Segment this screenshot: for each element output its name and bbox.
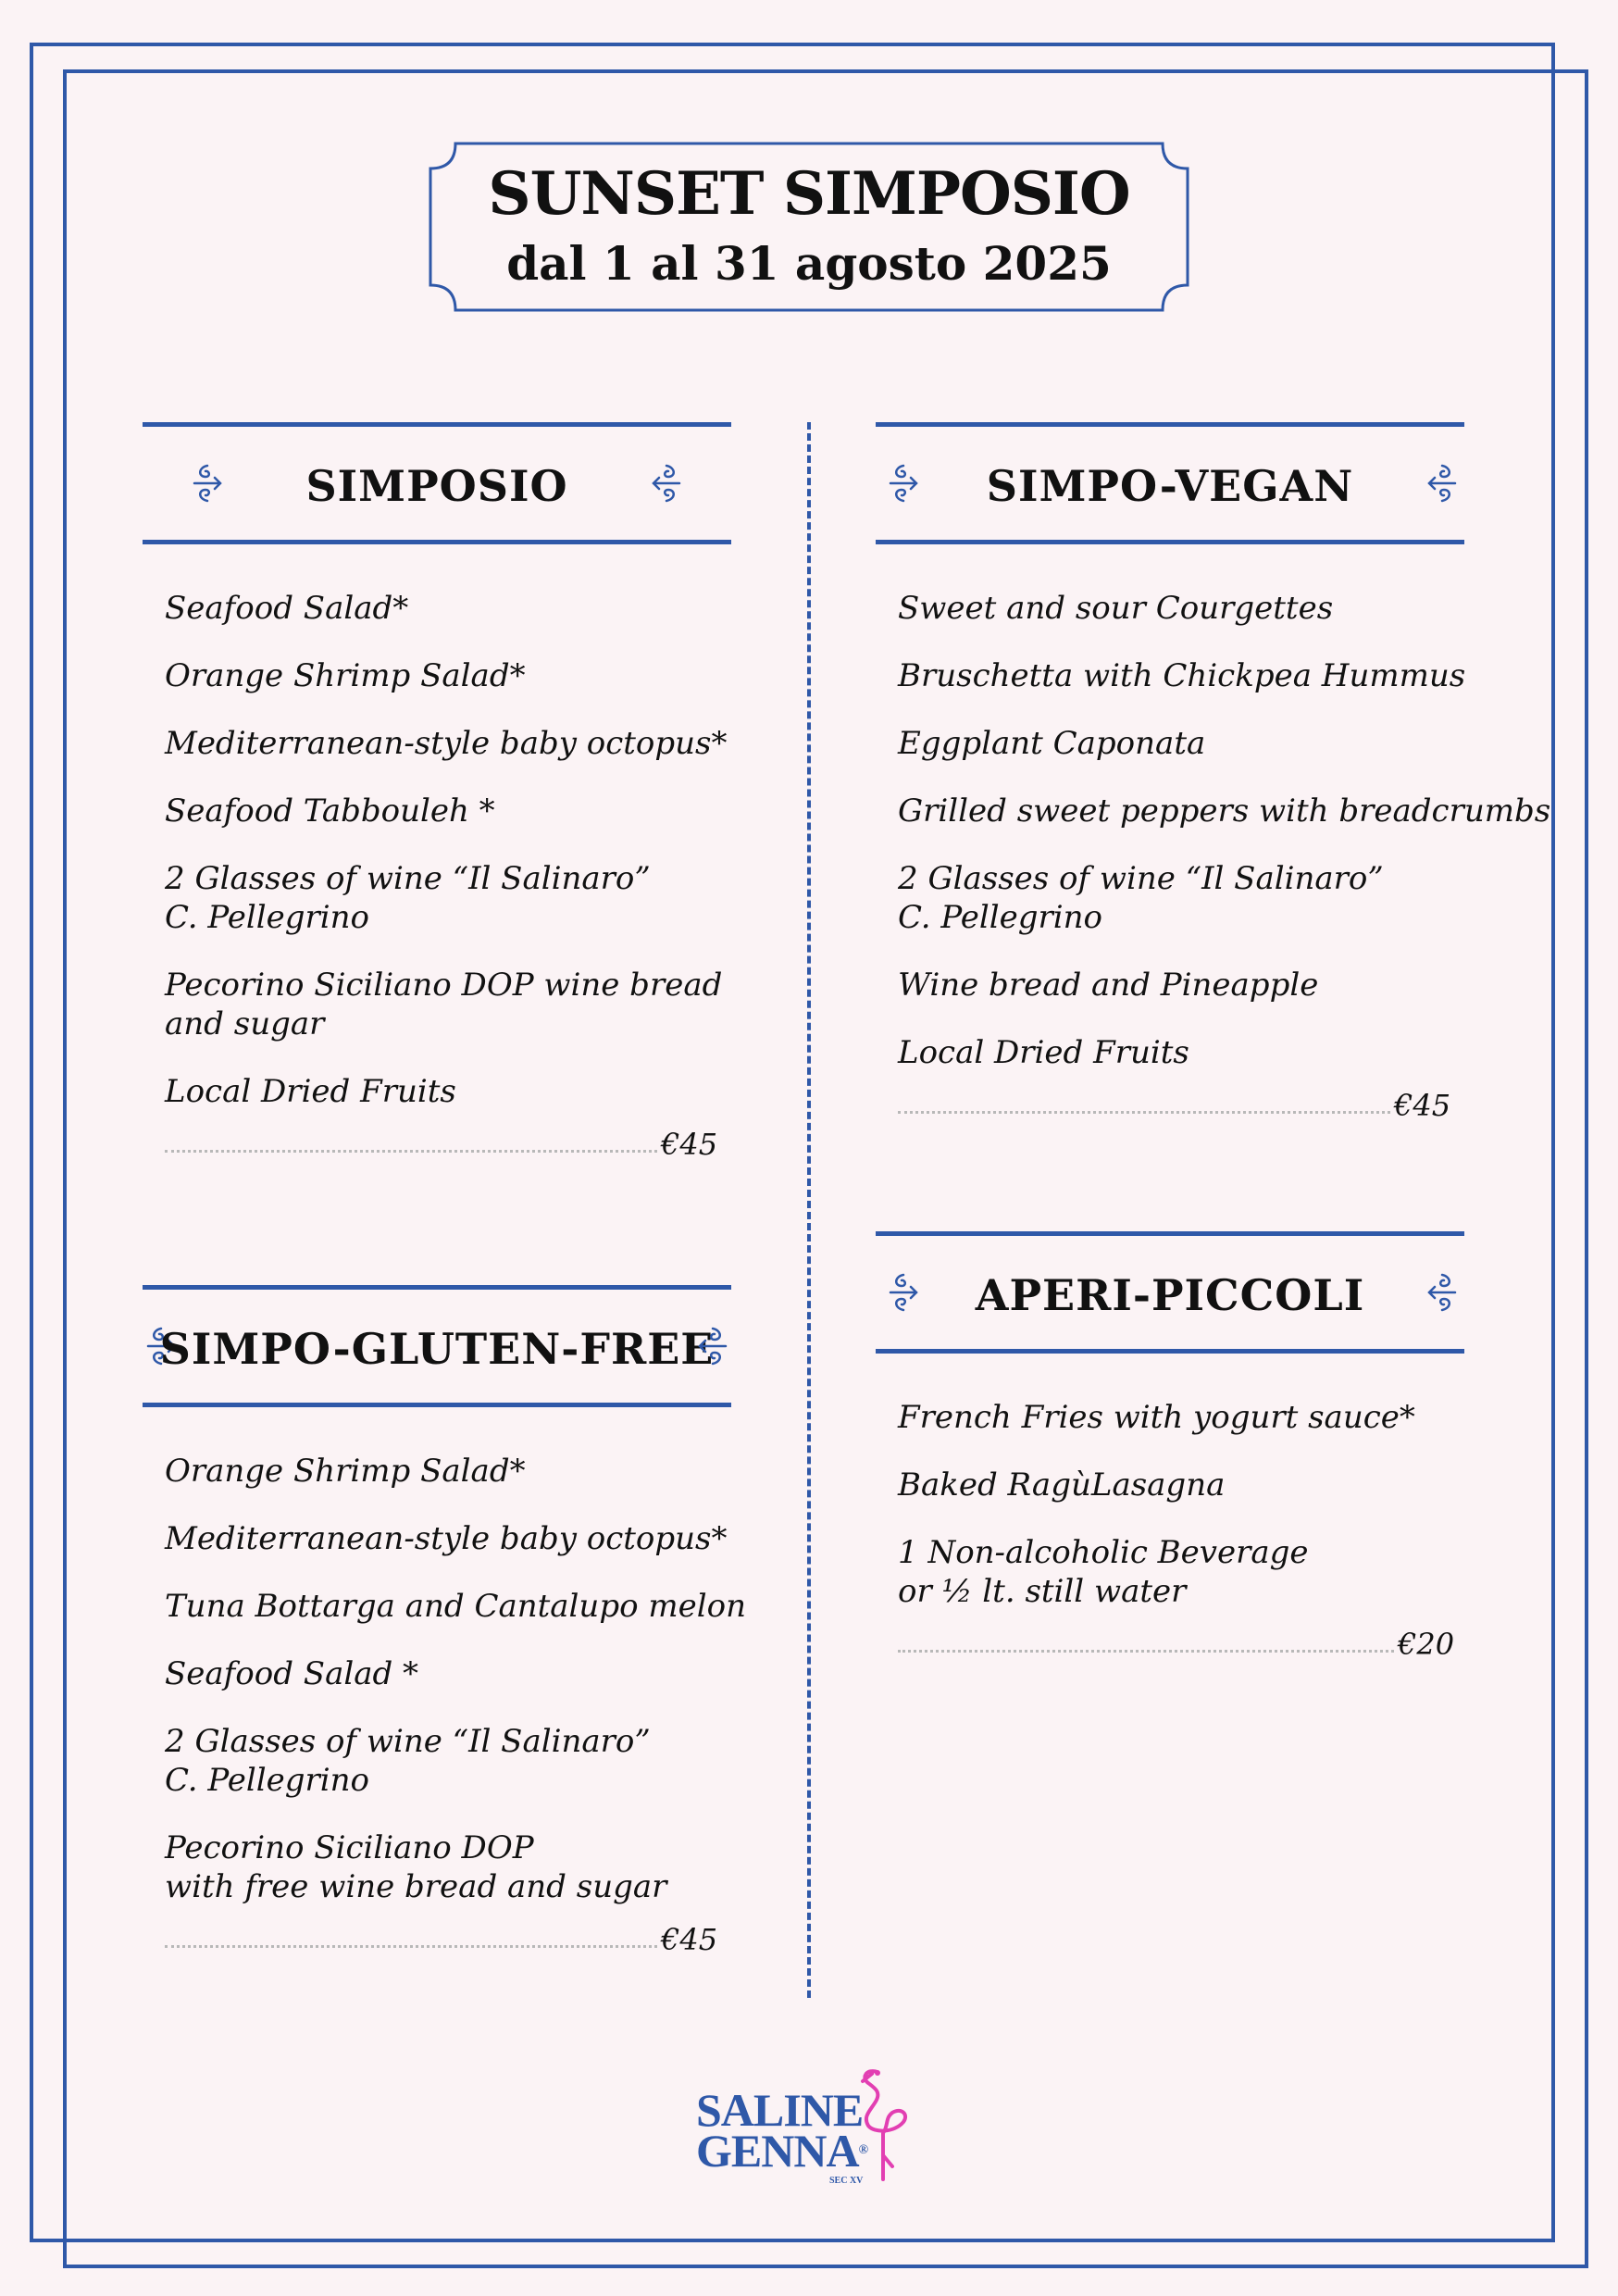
section-vegan	[876, 422, 1551, 1123]
swirl-ornament-icon	[1424, 462, 1461, 505]
menu-item	[165, 1072, 731, 1111]
item-list	[143, 544, 731, 1111]
menu-item-line: Orange Shrimp Salad*	[165, 1453, 526, 1490]
menu-item-line: Local Dried Fruits	[898, 1034, 1189, 1071]
price: €45	[1394, 1088, 1451, 1123]
item-list	[876, 1354, 1464, 1611]
menu-item	[898, 966, 1464, 1004]
price: €45	[661, 1127, 718, 1162]
menu-item	[898, 1466, 1464, 1504]
menu-item-line: 2 Glasses of wine “Il Salinaro”	[165, 1723, 651, 1760]
menu-item-line: French Fries with yogurt sauce*	[898, 1399, 1415, 1436]
section-header	[143, 422, 731, 544]
menu-item	[165, 656, 731, 695]
price: €20	[1398, 1627, 1455, 1662]
section-title: SIMPO-VEGAN	[986, 461, 1354, 511]
menu-item-line: Sweet and sour Courgettes	[898, 590, 1334, 627]
menu-item	[898, 656, 1464, 695]
menu-item-line: Mediterranean-style baby octopus*	[165, 725, 728, 762]
menu-item-line: Pecorino Siciliano DOP wine bread	[165, 967, 723, 1004]
dotted-leader	[898, 1650, 1394, 1653]
menu-item-line: Seafood Tabbouleh *	[165, 792, 495, 830]
menu-item-line: or ½ lt. still water	[898, 1573, 1187, 1610]
price: €45	[661, 1922, 718, 1957]
menu-item-line: Seafood Salad *	[165, 1655, 419, 1692]
menu-item	[898, 1398, 1464, 1437]
menu-item	[165, 1587, 746, 1626]
menu-item	[165, 1519, 731, 1558]
section-header	[876, 1231, 1464, 1354]
swirl-ornament-icon	[694, 1325, 731, 1367]
menu-item-line: Wine bread and Pineapple	[898, 967, 1319, 1004]
logo-tagline: SEC XV	[829, 2176, 864, 2186]
menu-item-line: Eggplant Caponata	[898, 725, 1206, 762]
menu-item-line: 2 Glasses of wine “Il Salinaro”	[898, 860, 1384, 897]
price-row	[165, 1125, 731, 1162]
menu-item	[165, 792, 731, 830]
menu-item-line: Grilled sweet peppers with breadcrumbs	[898, 792, 1551, 830]
item-list	[876, 544, 1551, 1072]
price-row	[898, 1086, 1464, 1123]
menu-item	[165, 966, 731, 1043]
menu-item-line: 1 Non-alcoholic Beverage	[898, 1534, 1309, 1571]
dotted-leader	[165, 1945, 657, 1948]
section-title: APERI-PICCOLI	[975, 1270, 1365, 1320]
dotted-leader	[898, 1111, 1390, 1114]
logo-line2: GENNA®	[696, 2125, 868, 2177]
item-list	[143, 1407, 746, 1906]
price-row	[165, 1920, 731, 1957]
menu-item-line: Bruschetta with Chickpea Hummus	[898, 657, 1466, 694]
menu-item-line: Local Dried Fruits	[165, 1073, 456, 1110]
menu-item	[898, 1533, 1464, 1611]
section-header	[143, 1285, 731, 1407]
page-title: SUNSET SIMPOSIO	[488, 159, 1130, 229]
menu-item	[898, 1033, 1464, 1072]
dotted-leader	[165, 1150, 657, 1153]
swirl-ornament-icon	[648, 462, 685, 505]
menu-item-line: Baked RagùLasagna	[898, 1466, 1226, 1504]
menu-item-line: Pecorino Siciliano DOP	[165, 1829, 534, 1866]
menu-item	[898, 859, 1464, 937]
swirl-ornament-icon	[1424, 1271, 1461, 1314]
menu-item-line: Seafood Salad*	[165, 590, 409, 627]
section-title: SIMPO-GLUTEN-FREE	[159, 1324, 715, 1374]
column-divider	[807, 422, 811, 1998]
section-simposio	[143, 422, 731, 1162]
page-subtitle: dal 1 al 31 agosto 2025	[506, 236, 1112, 291]
menu-item	[898, 792, 1551, 830]
menu-item	[165, 859, 731, 937]
menu-item-line: with free wine bread and sugar	[165, 1868, 667, 1905]
menu-item	[165, 724, 731, 763]
title-box	[428, 141, 1190, 313]
menu-item	[898, 589, 1464, 628]
flamingo-icon	[850, 2065, 915, 2185]
section-title: SIMPOSIO	[305, 461, 568, 511]
menu-item	[165, 1452, 731, 1491]
section-header	[876, 422, 1464, 544]
menu-item	[165, 1722, 731, 1800]
menu-item	[898, 724, 1464, 763]
menu-item-line: Mediterranean-style baby octopus*	[165, 1520, 728, 1557]
section-aperi-piccoli	[876, 1231, 1464, 1662]
menu-item-line: C. Pellegrino	[165, 1762, 370, 1799]
saline-genna-logo	[692, 2065, 933, 2185]
section-gluten-free	[143, 1285, 746, 1957]
price-row	[898, 1625, 1464, 1662]
menu-item-line: and sugar	[165, 1005, 325, 1042]
menu-item-line: Orange Shrimp Salad*	[165, 657, 526, 694]
menu-item-line: Tuna Bottarga and Cantalupo melon	[165, 1588, 746, 1625]
menu-item	[165, 589, 731, 628]
menu-item	[165, 1828, 731, 1906]
menu-item-line: 2 Glasses of wine “Il Salinaro”	[165, 860, 651, 897]
logo-line1: SALINE	[696, 2084, 864, 2136]
menu-item-line: C. Pellegrino	[165, 899, 370, 936]
menu-item-line: C. Pellegrino	[898, 899, 1103, 936]
menu-item	[165, 1654, 731, 1693]
